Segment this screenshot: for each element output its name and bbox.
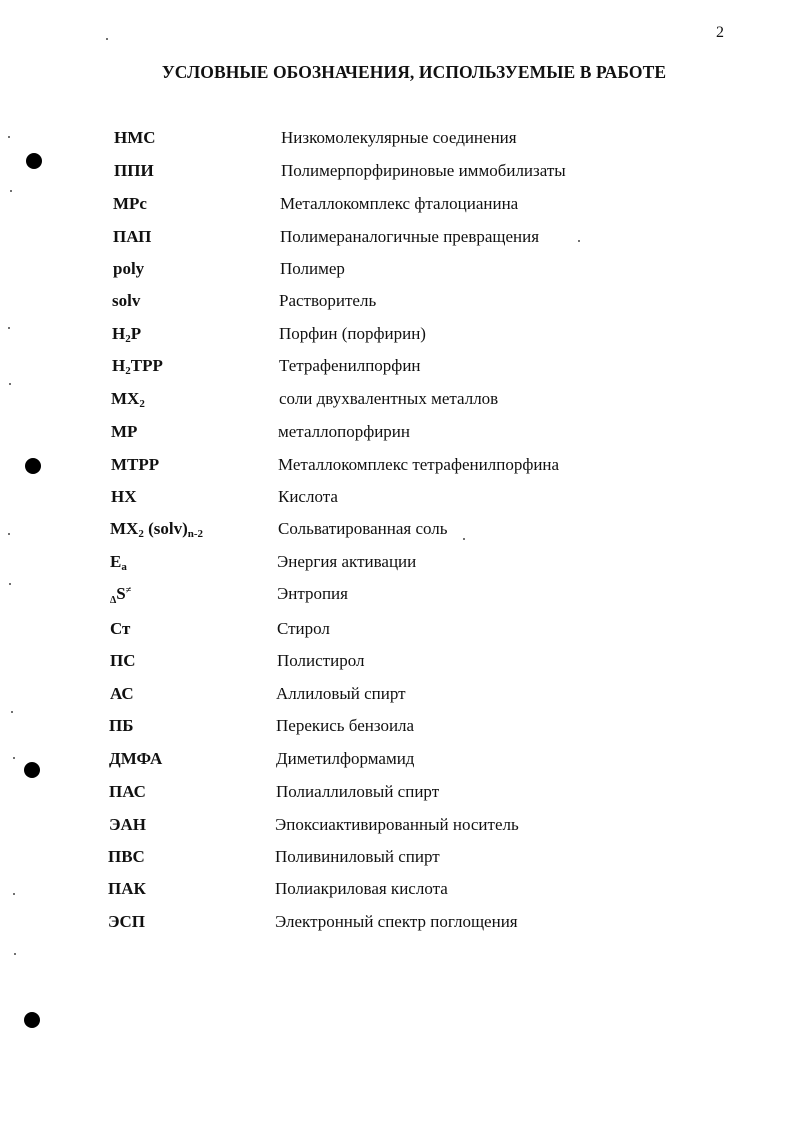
punch-hole [24,1012,40,1028]
abbreviation-part: TPP [130,356,163,375]
abbreviation-subscript: Δ [110,595,117,606]
abbreviation-subscript: 2 [125,365,131,377]
abbreviation-description: Диметилформамид [276,749,415,768]
abbreviation-description: Аллиловый спирт [276,684,406,703]
abbreviation-description: Перекись бензоила [276,716,415,735]
abbreviation-description: Полимер [280,259,345,278]
abbreviation: HX [111,487,137,506]
abbreviation-description: Полистирол [277,651,365,670]
abbreviation-description: Энергия активации [277,552,417,571]
abbreviation-part: MX [111,389,140,408]
abbreviation-subscript: 2 [125,333,131,345]
scan-speck [9,383,11,385]
abbreviation-part: E [110,552,122,571]
abbreviation-part: (solv) [143,519,188,538]
abbreviation: НМС [114,128,156,147]
scan-speck [10,190,12,192]
abbreviation [110,584,131,604]
abbreviation-description: соли двухвалентных металлов [279,389,499,408]
abbreviation: solv [112,291,141,310]
abbreviation [110,519,203,539]
abbreviation-subscript: a [121,561,127,573]
abbreviation: ПАК [108,879,146,898]
abbreviation-description: Металлокомплекс фталоцианина [280,194,519,213]
abbreviation-part: MX [110,519,139,538]
abbreviation-part: H [112,324,126,343]
scan-speck [8,327,10,329]
abbreviation-subscript: n-2 [187,528,204,540]
abbreviation: ДМФА [109,749,163,768]
scan-speck [13,757,15,759]
scan-speck [463,538,465,540]
scan-speck [9,583,11,585]
page-number: 2 [716,24,724,41]
abbreviation-part: P [130,324,142,343]
abbreviation-description: Электронный спектр поглощения [275,912,518,931]
scan-speck [8,136,10,138]
abbreviation: MTPP [111,455,160,474]
abbreviation-description: Металлокомплекс тетрафенилпорфина [278,455,560,474]
abbreviation: ПАП [113,227,152,246]
abbreviation-superscript: ≠ [125,585,132,596]
abbreviation-description: Растворитель [279,291,377,310]
punch-hole [26,153,42,169]
abbreviation: ПБ [109,716,134,735]
abbreviation-description: металлопорфирин [278,422,411,441]
scan-speck [14,953,16,955]
abbreviation: MPc [113,194,147,213]
abbreviation: MP [111,422,138,441]
scan-speck [578,240,580,242]
abbreviation: ПАС [109,782,146,801]
abbreviation-description: Полимераналогичные превращения [280,227,540,246]
scan-speck [13,893,15,895]
abbreviation-description: Эпоксиактивированный носитель [275,815,519,834]
abbreviation-part: H [112,356,126,375]
abbreviation-description: Тетрафенилпорфин [279,356,421,375]
page-title: УСЛОВНЫЕ ОБОЗНАЧЕНИЯ, ИСПОЛЬЗУЕМЫЕ В РАБОТЕ [161,62,667,82]
abbreviation-description: Энтропия [277,584,348,603]
abbreviation-description: Полимерпорфириновые иммобилизаты [281,161,566,180]
abbreviation: ЭАН [109,815,147,834]
abbreviation [111,389,145,409]
abbreviation-description: Кислота [278,487,338,506]
scan-speck [106,38,108,40]
abbreviation-description: Стирол [277,619,330,638]
abbreviation-description: Порфин (порфирин) [279,324,426,343]
abbreviation: Ст [110,619,131,638]
abbreviation-description: Полиакриловая кислота [275,879,448,898]
abbreviation-subscript: 2 [138,528,144,540]
abbreviation-description: Поливиниловый спирт [275,847,440,866]
abbreviation: ПВС [108,847,145,866]
abbreviation [112,324,141,344]
punch-hole [24,762,40,778]
abbreviation: АС [110,684,134,703]
abbreviation: poly [113,259,145,278]
abbreviation [110,552,127,572]
abbreviation-description: Сольватированная соль [278,519,448,538]
punch-hole [25,458,41,474]
abbreviation-description: Полиаллиловый спирт [276,782,440,801]
abbreviation-subscript: 2 [139,398,145,410]
abbreviation: ППИ [114,161,154,180]
abbreviation: ПС [110,651,136,670]
abbreviation [112,356,163,376]
scan-speck [8,533,10,535]
scan-speck [11,711,13,713]
abbreviation-part: S [116,584,126,603]
abbreviation: ЭСП [108,912,146,931]
abbreviation-description: Низкомолекулярные соединения [281,128,517,147]
